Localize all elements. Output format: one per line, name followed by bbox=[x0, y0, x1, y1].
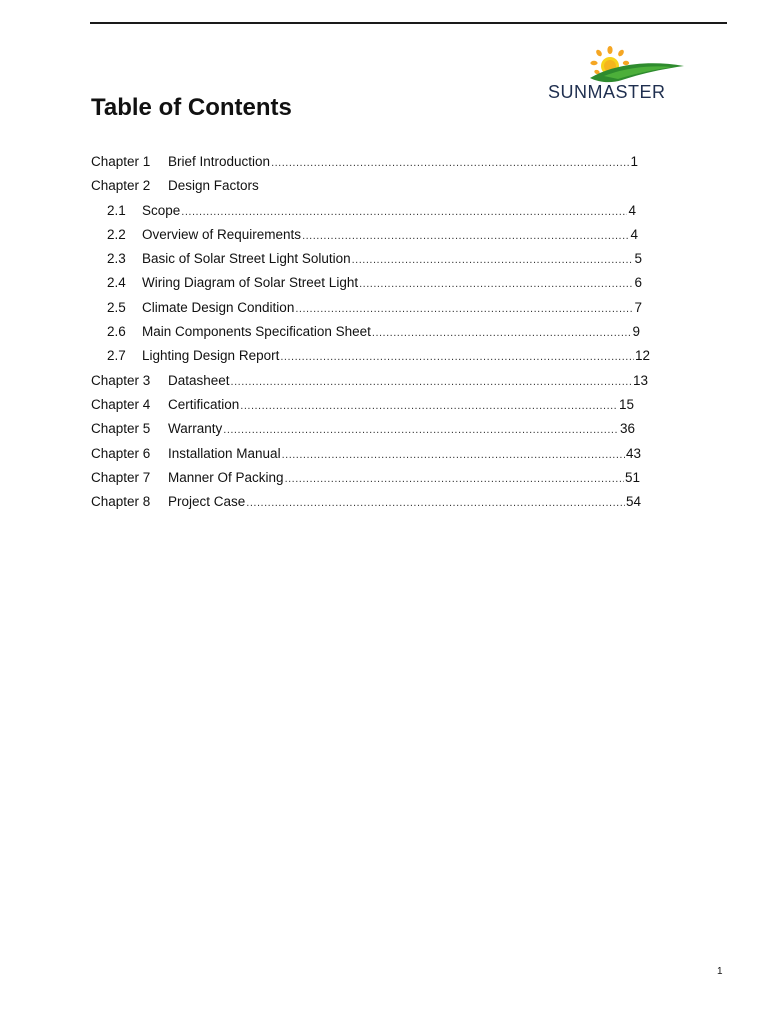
toc-dot-leader bbox=[302, 230, 629, 242]
logo-text: SUNMASTER bbox=[548, 82, 666, 102]
table-of-contents bbox=[91, 154, 661, 518]
toc-entry-number: Chapter 6 bbox=[91, 445, 151, 461]
toc-entry-title: Overview of Requirements bbox=[142, 226, 302, 242]
toc-dot-leader bbox=[181, 206, 627, 218]
toc-entry-page: 54 bbox=[625, 494, 641, 510]
toc-dot-leader bbox=[271, 157, 629, 169]
page-title: Table of Contents bbox=[91, 94, 292, 121]
toc-entry-page: 15 bbox=[618, 396, 634, 412]
toc-entry[interactable] bbox=[91, 494, 641, 518]
header-rule bbox=[90, 22, 727, 24]
company-logo bbox=[544, 42, 686, 104]
toc-entry-title: Scope bbox=[142, 202, 181, 218]
toc-entry-page: 1 bbox=[630, 154, 638, 169]
toc-dot-leader bbox=[231, 376, 632, 388]
toc-entry-number: 2.2 bbox=[107, 226, 126, 242]
toc-entry-title: Main Components Specification Sheet bbox=[142, 324, 371, 340]
toc-entry-number: 2.6 bbox=[107, 324, 126, 340]
toc-dot-leader bbox=[223, 424, 619, 436]
toc-entry[interactable] bbox=[91, 470, 640, 494]
toc-entry[interactable] bbox=[91, 421, 635, 445]
toc-entry-number: Chapter 5 bbox=[91, 421, 151, 437]
toc-entry[interactable] bbox=[91, 397, 634, 421]
toc-entry-number: Chapter 2 bbox=[91, 178, 151, 194]
toc-entry[interactable] bbox=[91, 178, 636, 202]
toc-entry[interactable] bbox=[91, 373, 648, 397]
toc-entry-title: Brief Introduction bbox=[168, 154, 271, 169]
toc-entry[interactable] bbox=[91, 227, 638, 251]
toc-entry-number: 2.7 bbox=[107, 348, 126, 364]
toc-dot-leader bbox=[282, 449, 625, 461]
toc-entry-page: 51 bbox=[624, 469, 640, 485]
toc-entry-page: 13 bbox=[632, 372, 648, 388]
toc-entry-number: Chapter 1 bbox=[91, 154, 151, 169]
toc-entry-title: Climate Design Condition bbox=[142, 299, 295, 315]
toc-dot-leader bbox=[280, 351, 634, 363]
toc-entry-title: Basic of Solar Street Light Solution bbox=[142, 251, 351, 267]
toc-entry[interactable] bbox=[91, 324, 640, 348]
toc-entry-page: 4 bbox=[628, 202, 636, 218]
toc-entry[interactable] bbox=[91, 300, 642, 324]
toc-entry-number: Chapter 7 bbox=[91, 469, 151, 485]
toc-entry-number: Chapter 3 bbox=[91, 372, 151, 388]
toc-entry-page: 12 bbox=[634, 348, 650, 364]
toc-entry-title: Wiring Diagram of Solar Street Light bbox=[142, 275, 359, 291]
toc-dot-leader bbox=[285, 473, 624, 485]
toc-entry[interactable] bbox=[91, 275, 642, 299]
toc-entry-title: Design Factors bbox=[168, 178, 259, 194]
toc-dot-leader bbox=[240, 400, 618, 412]
toc-entry-page: 4 bbox=[630, 226, 638, 242]
toc-entry-number: 2.4 bbox=[107, 275, 126, 291]
toc-entry-title: Project Case bbox=[168, 494, 246, 510]
toc-dot-leader bbox=[372, 327, 632, 339]
toc-entry-number: 2.5 bbox=[107, 299, 126, 315]
toc-entry-page: 43 bbox=[625, 445, 641, 461]
toc-entry-page: 6 bbox=[634, 275, 642, 291]
toc-entry-title: Datasheet bbox=[168, 372, 230, 388]
toc-entry-number: Chapter 4 bbox=[91, 396, 151, 412]
toc-entry[interactable] bbox=[91, 203, 636, 227]
toc-entry-title: Lighting Design Report bbox=[142, 348, 280, 364]
toc-dot-leader bbox=[359, 278, 633, 290]
toc-entry-title: Installation Manual bbox=[168, 445, 281, 461]
toc-entry-page: 9 bbox=[632, 324, 640, 340]
toc-entry-page: 7 bbox=[634, 299, 642, 315]
toc-entry-number: Chapter 8 bbox=[91, 494, 151, 510]
toc-entry-title: Manner Of Packing bbox=[168, 469, 284, 485]
toc-entry-page: 5 bbox=[634, 251, 642, 267]
toc-entry[interactable] bbox=[91, 251, 642, 275]
toc-entry-number: 2.1 bbox=[107, 202, 126, 218]
toc-dot-leader bbox=[246, 497, 625, 509]
toc-entry[interactable] bbox=[91, 154, 638, 178]
toc-entry-title: Certification bbox=[168, 396, 240, 412]
toc-entry-number: 2.3 bbox=[107, 251, 126, 267]
toc-entry-page: 36 bbox=[619, 421, 635, 437]
page-number: 1 bbox=[717, 966, 723, 977]
toc-dot-leader bbox=[352, 254, 634, 266]
toc-entry[interactable] bbox=[91, 348, 650, 372]
toc-entry-title: Warranty bbox=[168, 421, 223, 437]
sun-leaf-icon bbox=[544, 42, 686, 86]
toc-entry[interactable] bbox=[91, 446, 641, 470]
toc-dot-leader bbox=[295, 303, 633, 315]
